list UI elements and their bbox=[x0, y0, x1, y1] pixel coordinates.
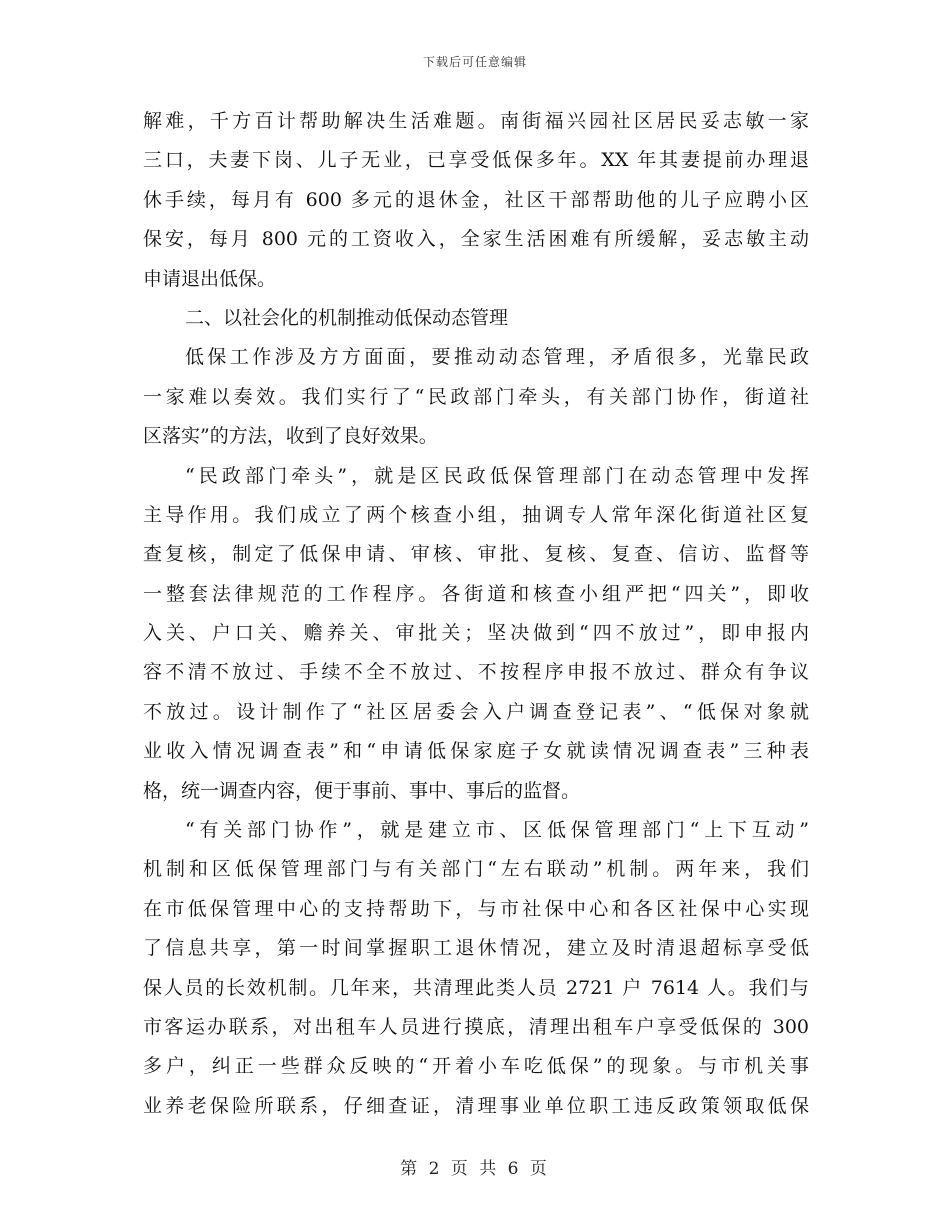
text-line: 主导作用。我们成立了两个核查小组，抽调专人常年深化街道社区复 bbox=[143, 503, 809, 526]
text-line: 保人员的长效机制。几年来，共清理此类人员 2721 户 7614 人。我们与 bbox=[143, 976, 809, 999]
text-line: 在市低保管理中心的支持帮助下，与市社保中心和各区社保中心实现 bbox=[143, 897, 809, 920]
text-line: 一家难以奏效。我们实行了“民政部门牵头，有关部门协作，街道社 bbox=[143, 385, 809, 408]
text-line: 休手续，每月有 600 多元的退休金，社区干部帮助他的儿子应聘小区 bbox=[143, 188, 809, 211]
text-line: 不放过。设计制作了“社区居委会入户调查登记表”、“低保对象就 bbox=[143, 700, 809, 723]
text-line: 多户，纠正一些群众反映的“开着小车吃低保”的现象。与市机关事 bbox=[143, 1055, 809, 1078]
text-line: 三口，夫妻下岗、儿子无业，已享受低保多年。XX 年其妻提前办理退 bbox=[143, 149, 809, 172]
text-line: 保安，每月 800 元的工资收入，全家生活困难有所缓解，妥志敏主动 bbox=[143, 228, 809, 251]
text-line: 解难，千方百计帮助解决生活难题。南街福兴园社区居民妥志敏一家 bbox=[143, 110, 809, 132]
text-line: 查复核，制定了低保申请、审核、审批、复核、复查、信访、监督等 bbox=[143, 543, 809, 566]
page-header: 下载后可任意编辑 bbox=[422, 55, 527, 69]
text-line: “有关部门协作”，就是建立市、区低保管理部门“上下互动” bbox=[185, 819, 809, 842]
text-line: 机制和区低保管理部门与有关部门“左右联动”机制。两年来，我们 bbox=[143, 858, 809, 881]
text-line: 业养老保险所联系，仔细查证，清理事业单位职工违反政策领取低保 bbox=[143, 1094, 809, 1117]
text-line: 一整套法律规范的工作程序。各街道和核查小组严把“四关”，即收 bbox=[143, 582, 809, 605]
page-footer: 第 2 页 共 6 页 bbox=[400, 1159, 550, 1179]
text-line: “民政部门牵头”，就是区民政低保管理部门在动态管理中发挥 bbox=[185, 464, 809, 487]
text-line: 业收入情况调查表”和“申请低保家庭子女就读情况调查表”三种表 bbox=[143, 740, 809, 763]
text-line: 格，统一调查内容，便于事前、事中、事后的监督。 bbox=[143, 779, 581, 802]
text-line: 市客运办联系，对出租车人员进行摸底，清理出租车户享受低保的 300 bbox=[143, 1015, 809, 1038]
document-body bbox=[143, 102, 809, 1126]
text-line: 低保工作涉及方方面面，要推动动态管理，矛盾很多，光靠民政 bbox=[185, 346, 809, 369]
text-line: 了信息共享，第一时间掌握职工退休情况，建立及时清退超标享受低 bbox=[143, 937, 809, 960]
section-heading: 二、以社会化的机制推动低保动态管理 bbox=[185, 306, 509, 329]
text-line: 区落实”的方法，收到了良好效果。 bbox=[143, 425, 438, 448]
text-line: 容不清不放过、手续不全不放过、不按程序申报不放过、群众有争议 bbox=[143, 661, 809, 684]
text-line: 申请退出低保。 bbox=[143, 267, 277, 290]
text-line: 入关、户口关、赡养关、审批关；坚决做到“四不放过”，即申报内 bbox=[143, 622, 809, 645]
